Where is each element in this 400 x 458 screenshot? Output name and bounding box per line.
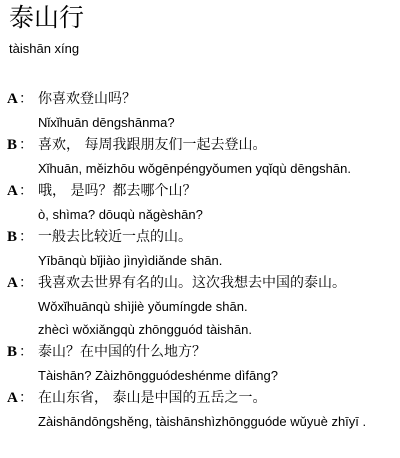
chinese-text: 一般去比较近一点的山。	[38, 229, 192, 245]
chinese-text: 在山东省， 泰山是中国的五岳之一。	[38, 390, 267, 406]
pinyin-line: Zàishāndōngshěng, tàishānshìzhōngguóde wǔyuè zhīyī .	[38, 414, 367, 429]
dialogue-turn	[0, 180, 400, 226]
dialogue	[0, 88, 400, 433]
speaker-label: A	[7, 275, 18, 291]
speaker-label: B	[7, 137, 18, 153]
dialogue-turn	[0, 88, 400, 134]
dialogue-turn	[0, 272, 400, 341]
dialogue-turn	[0, 134, 400, 180]
pinyin-line: Tàishān? Zàizhōngguódeshénme dìfāng?	[38, 368, 278, 383]
pinyin-line: Xǐhuān, měizhōu wǒgēnpéngyǒumen yqǐqù dēngshān.	[38, 161, 351, 176]
chinese-line	[0, 226, 400, 249]
speaker-separator: ：	[19, 275, 33, 291]
chinese-text: 哦， 是吗？都去哪个山？	[38, 183, 197, 199]
pinyin-line: Wǒxǐhuānqù shìjiè yǒumíngde shān.	[38, 299, 248, 314]
chinese-line	[0, 387, 400, 410]
chinese-line	[0, 272, 400, 295]
pinyin-line: zhècì wǒxiǎngqù zhōngguód tàishān.	[38, 322, 252, 337]
speaker-label: A	[7, 390, 18, 406]
pinyin-line: Yībānqù bǐjiào jìnyìdiǎnde shān.	[38, 253, 223, 268]
speaker-separator: ：	[19, 183, 33, 199]
speaker-label: A	[7, 183, 18, 199]
chinese-text: 泰山？在中国的什么地方？	[38, 344, 206, 360]
document-title: 泰山行	[9, 3, 85, 32]
pinyin-line: Nǐxǐhuān dēngshānma?	[38, 115, 175, 130]
speaker-separator: ：	[19, 229, 33, 245]
chinese-line	[0, 180, 400, 203]
chinese-line	[0, 88, 400, 111]
chinese-text: 喜欢， 每周我跟朋友们一起去登山。	[38, 137, 267, 153]
document-subtitle-pinyin: tàishān xíng	[9, 41, 80, 56]
chinese-line	[0, 134, 400, 157]
speaker-label: A	[7, 91, 18, 107]
speaker-separator: ：	[19, 137, 33, 153]
pinyin-line: ò, shìma? dōuqù nǎgèshān?	[38, 207, 203, 222]
speaker-separator: ：	[19, 390, 33, 406]
chinese-line	[0, 341, 400, 364]
dialogue-turn	[0, 341, 400, 387]
dialogue-turn	[0, 226, 400, 272]
dialogue-turn	[0, 387, 400, 433]
speaker-separator: ：	[19, 344, 33, 360]
speaker-label: B	[7, 344, 18, 360]
chinese-text: 你喜欢登山吗？	[38, 91, 136, 107]
chinese-text: 我喜欢去世界有名的山。这次我想去中国的泰山。	[38, 275, 346, 291]
speaker-separator: ：	[19, 91, 33, 107]
speaker-label: B	[7, 229, 18, 245]
